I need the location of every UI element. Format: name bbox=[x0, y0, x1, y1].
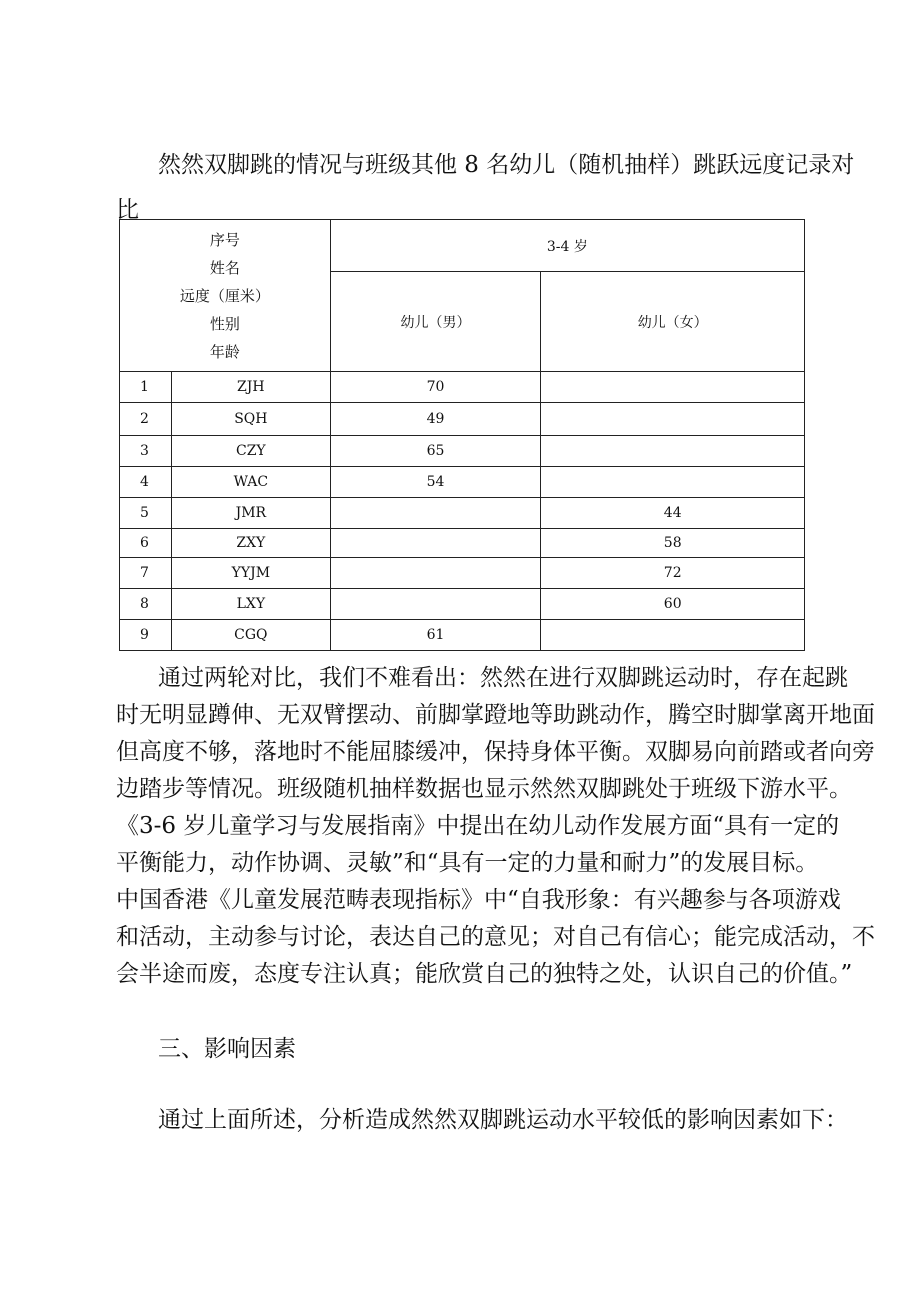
row-girl-distance: 58 bbox=[541, 529, 805, 558]
row-name: JMR bbox=[171, 498, 330, 529]
header-diagonal-labels bbox=[120, 220, 331, 372]
table-row bbox=[120, 589, 805, 620]
row-name: ZXY bbox=[171, 529, 330, 558]
row-boy-distance: 65 bbox=[330, 436, 541, 467]
row-girl-distance bbox=[541, 372, 805, 403]
row-girl-distance bbox=[541, 467, 805, 498]
row-boy-distance: 49 bbox=[330, 403, 541, 436]
row-number: 4 bbox=[120, 467, 172, 498]
row-name: ZJH bbox=[171, 372, 330, 403]
table-caption-line-1: 然然双脚跳的情况与班级其他 8 名幼儿（随机抽样）跳跃远度记录对 bbox=[158, 152, 855, 178]
row-number: 5 bbox=[120, 498, 172, 529]
table-row bbox=[120, 372, 805, 403]
row-girl-distance bbox=[541, 436, 805, 467]
table-row bbox=[120, 558, 805, 589]
header-label-name: 姓名 bbox=[209, 258, 240, 277]
header-label-distance: 远度（厘米） bbox=[179, 286, 270, 305]
paragraph-line: 通过两轮对比，我们不难看出：然然在进行双脚跳运动时，存在起跳 bbox=[158, 665, 848, 691]
header-boy: 幼儿（男） bbox=[330, 272, 541, 372]
row-boy-distance: 70 bbox=[330, 372, 541, 403]
row-number: 2 bbox=[120, 403, 172, 436]
row-boy-distance bbox=[330, 558, 541, 589]
row-number: 1 bbox=[120, 372, 172, 403]
row-name: WAC bbox=[171, 467, 330, 498]
row-number: 8 bbox=[120, 589, 172, 620]
row-number: 3 bbox=[120, 436, 172, 467]
header-label-age: 年龄 bbox=[209, 342, 240, 361]
table-caption-line-2: 比 bbox=[116, 197, 139, 223]
row-girl-distance bbox=[541, 403, 805, 436]
row-boy-distance bbox=[330, 498, 541, 529]
row-boy-distance: 54 bbox=[330, 467, 541, 498]
table-row bbox=[120, 436, 805, 467]
row-girl-distance bbox=[541, 620, 805, 651]
row-girl-distance: 72 bbox=[541, 558, 805, 589]
table-row bbox=[120, 498, 805, 529]
paragraph-line: 平衡能力，动作协调、灵敏”和“具有一定的力量和耐力”的发展目标。 bbox=[116, 850, 819, 876]
row-name: CZY bbox=[171, 436, 330, 467]
paragraph-line: 但高度不够，落地时不能屈膝缓冲，保持身体平衡。双脚易向前踏或者向旁 bbox=[116, 739, 875, 765]
table-row bbox=[120, 403, 805, 436]
row-girl-distance: 60 bbox=[541, 589, 805, 620]
table-row bbox=[120, 620, 805, 651]
header-age-group: 3-4 岁 bbox=[330, 220, 804, 272]
row-name: YYJM bbox=[171, 558, 330, 589]
paragraph-line: 会半途而废，态度专注认真；能欣赏自己的独特之处，认识自己的价值。” bbox=[116, 961, 853, 987]
table-row bbox=[120, 529, 805, 558]
jump-distance-table bbox=[119, 219, 805, 651]
table-row bbox=[120, 467, 805, 498]
row-boy-distance bbox=[330, 589, 541, 620]
row-boy-distance: 61 bbox=[330, 620, 541, 651]
row-number: 6 bbox=[120, 529, 172, 558]
header-label-no: 序号 bbox=[209, 230, 240, 249]
paragraph-line: 中国香港《儿童发展范畴表现指标》中“自我形象：有兴趣参与各项游戏 bbox=[116, 887, 841, 913]
header-girl: 幼儿（女） bbox=[541, 272, 805, 372]
paragraph-line: 《3-6 岁儿童学习与发展指南》中提出在幼儿动作发展方面“具有一定的 bbox=[116, 813, 840, 839]
row-number: 9 bbox=[120, 620, 172, 651]
summary-paragraph: 通过上面所述，分析造成然然双脚跳运动水平较低的影响因素如下： bbox=[158, 1107, 848, 1133]
paragraph-line: 和活动，主动参与讨论，表达自己的意见；对自己有信心；能完成活动，不 bbox=[116, 924, 875, 950]
analysis-paragraph bbox=[116, 660, 875, 993]
row-boy-distance bbox=[330, 529, 541, 558]
row-name: LXY bbox=[171, 589, 330, 620]
row-name: SQH bbox=[171, 403, 330, 436]
paragraph-line: 时无明显蹲伸、无双臂摆动、前脚掌蹬地等助跳动作，腾空时脚掌离开地面 bbox=[116, 702, 875, 728]
row-girl-distance: 44 bbox=[541, 498, 805, 529]
row-name: CGQ bbox=[171, 620, 330, 651]
paragraph-line: 边踏步等情况。班级随机抽样数据也显示然然双脚跳处于班级下游水平。 bbox=[116, 776, 852, 802]
row-number: 7 bbox=[120, 558, 172, 589]
section-heading: 三、影响因素 bbox=[158, 1036, 296, 1062]
header-label-gender: 性别 bbox=[209, 314, 240, 333]
